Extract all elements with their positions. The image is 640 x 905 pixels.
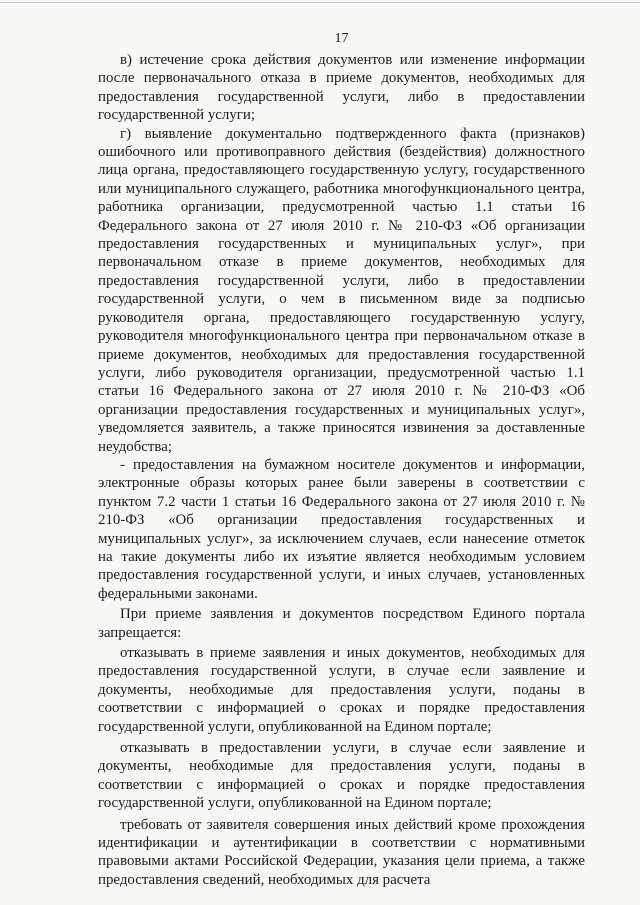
paragraph-refuse-acceptance: отказывать в приеме заявления и иных документов, необходимых для предоставления государственной услуги, в случае если заявление и документы, необходимые для предоставления услуги, поданы в соответствии с информацией о сроках и порядке предоставления государственной услуги, опубликованной на Едином портале; bbox=[98, 645, 585, 735]
paragraph-paper-documents: - предоставления на бумажном носителе документов и информации, электронные образы которых ранее были заверены в соответствии с пунктом 7.2 части 1 статьи 16 Федерального закона от 27 июля 2010 г. № 210-ФЗ «Об организации предоставления государственных и муниципальных услуг», за исключением случаев, если нанесение отметок на такие документы либо их изъятие является необходимым условием предоставления государственной услуги, и иных случаев, установленных федеральными законами. bbox=[98, 456, 585, 602]
scan-edge-line bbox=[0, 2, 640, 3]
page-number: 17 bbox=[334, 31, 349, 46]
paragraph-require-actions: требовать от заявителя совершения иных действий кроме прохождения идентификации и аутентификации в соответствии с нормативными правовыми актами Российской Федерации, указания цели приема, а также предоставления сведений, необходимых для расчета bbox=[98, 816, 585, 888]
paragraph-portal-intro: При приеме заявления и документов посредством Единого портала запрещается: bbox=[98, 606, 585, 641]
paragraph-item-g: г) выявление документально подтвержденного факта (признаков) ошибочного или противоправного действия (бездействия) должностного лица органа, предоставляющего государственную услугу, государственного или муниципального служащего, работника многофункционального центра, работника организации, предусмотренной частью 1.1 статьи 16 Федерального закона от 27 июля 2010 г. № 210-ФЗ «Об организации предоставления государственных и муниципальных услуг», при первоначальном отказе в приеме документов, необходимых для предоставления государственной услуги, либо в предоставлении государственной услуги, о чем в письменном виде за подписью руководителя органа, предоставляющего государственную услугу, руководителя многофункционального центра при первоначальном отказе в приеме документов, необходимых для предоставления государственной услуги, либо руководителя организации, предусмотренной частью 1.1 статьи 16 Федерального закона от 27 июля 2010 г. № 210-ФЗ «Об организации предоставления государственных и муниципальных услуг», уведомляется заявитель, а также приносятся извинения за доставленные неудобства; bbox=[98, 125, 585, 455]
paragraph-refuse-service: отказывать в предоставлении услуги, в случае если заявление и документы, необходимые для предоставления услуги, поданы в соответствии с информацией о сроках и порядке предоставления государственной услуги, опубликованной на Едином портале; bbox=[98, 740, 585, 812]
paragraph-item-v: в) истечение срока действия документов или изменение информации после первоначального отказа в приеме документов, необходимых для предоставления государственной услуги, либо в предоставлении государственной услуги; bbox=[98, 52, 585, 124]
